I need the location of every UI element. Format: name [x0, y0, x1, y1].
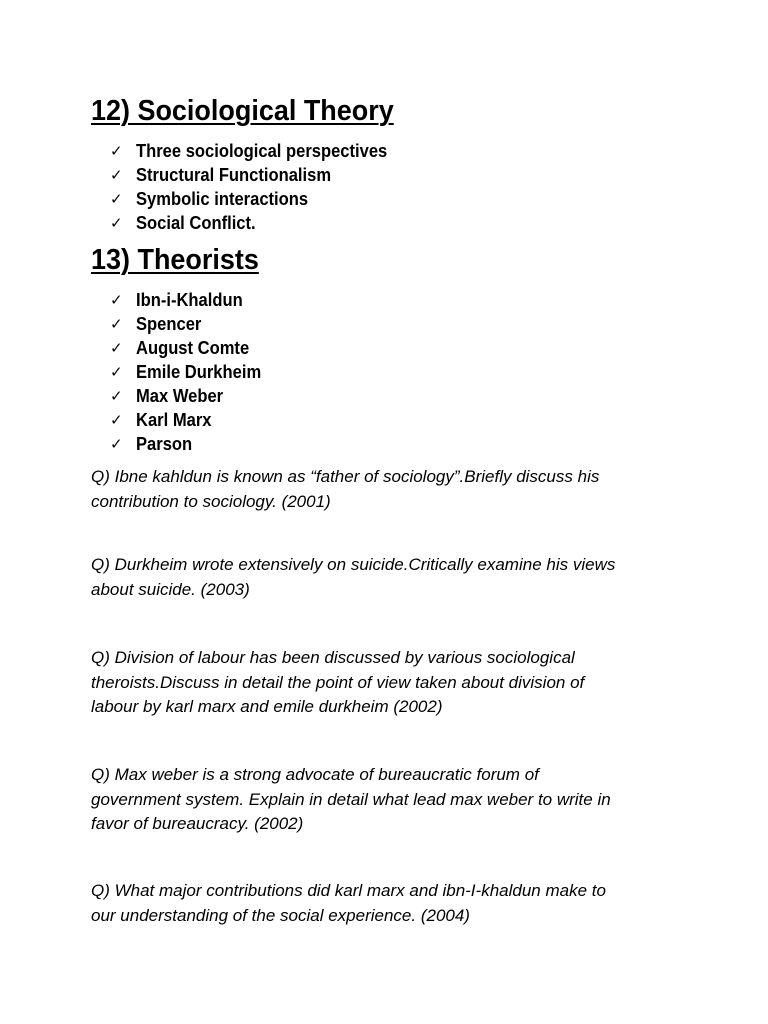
checkmark-icon: ✓	[110, 315, 123, 333]
list-item	[110, 312, 272, 336]
list-item	[110, 408, 272, 432]
theorists-list	[110, 288, 272, 456]
checkmark-icon: ✓	[110, 291, 123, 309]
list-item	[110, 187, 409, 211]
list-item	[110, 288, 272, 312]
list-item	[110, 336, 272, 360]
question-ibn-khaldun	[91, 465, 691, 514]
list-item-text: Karl Marx	[136, 410, 212, 430]
checkmark-icon: ✓	[110, 411, 123, 429]
question-max-weber-bureaucracy	[91, 763, 691, 837]
question-division-of-labour	[91, 646, 691, 720]
list-item-text: Ibn-i-Khaldun	[136, 290, 243, 310]
question-line: Q) Max weber is a strong advocate of bureaucratic forum of	[91, 765, 539, 784]
list-item	[110, 360, 272, 384]
list-item	[110, 139, 409, 163]
list-item	[110, 432, 272, 456]
list-item-text: Structural Functionalism	[136, 165, 332, 185]
checkmark-icon: ✓	[110, 387, 123, 405]
list-item-text: Parson	[136, 434, 193, 454]
question-line: Q) Division of labour has been discussed by various sociological	[91, 648, 575, 667]
checkmark-icon: ✓	[110, 166, 123, 184]
question-line: labour by karl marx and emile durkheim (2002)	[91, 697, 443, 716]
checkmark-icon: ✓	[110, 435, 123, 453]
question-line: Q) Ibne kahldun is known as “father of sociology”.Briefly discuss his	[91, 467, 600, 486]
list-item	[110, 163, 409, 187]
question-line: government system. Explain in detail what lead max weber to write in	[91, 789, 611, 809]
sociological-theory-list	[110, 139, 409, 235]
section-heading-sociological-theory: 12) Sociological Theory	[91, 95, 394, 127]
question-line: Q) What major contributions did karl marx and ibn-I-khaldun make to	[91, 881, 606, 900]
list-item	[110, 211, 409, 235]
list-item	[110, 384, 272, 408]
list-item-text: Symbolic interactions	[136, 189, 309, 209]
checkmark-icon: ✓	[110, 142, 123, 160]
list-item-text: Three sociological perspectives	[136, 141, 388, 161]
list-item-text: Social Conflict.	[136, 213, 256, 233]
section-heading-theorists: 13) Theorists	[91, 244, 259, 276]
list-item-text: Emile Durkheim	[136, 362, 262, 382]
question-line: contribution to sociology. (2001)	[91, 491, 331, 511]
list-item-text: Spencer	[136, 314, 202, 334]
checkmark-icon: ✓	[110, 190, 123, 208]
question-line: about suicide. (2003)	[91, 579, 250, 599]
question-marx-khaldun-contributions	[91, 879, 691, 928]
list-item-text: Max Weber	[136, 386, 224, 406]
question-line: Q) Durkheim wrote extensively on suicide.Critically examine his views	[91, 555, 616, 574]
question-line: favor of bureaucracy. (2002)	[91, 814, 304, 833]
question-line: theroists.Discuss in detail the point of view taken about division of	[91, 672, 585, 692]
question-line: our understanding of the social experience. (2004)	[91, 905, 470, 925]
checkmark-icon: ✓	[110, 214, 123, 232]
list-item-text: August Comte	[136, 338, 250, 358]
checkmark-icon: ✓	[110, 363, 123, 381]
question-durkheim-suicide	[91, 553, 691, 602]
checkmark-icon: ✓	[110, 339, 123, 357]
